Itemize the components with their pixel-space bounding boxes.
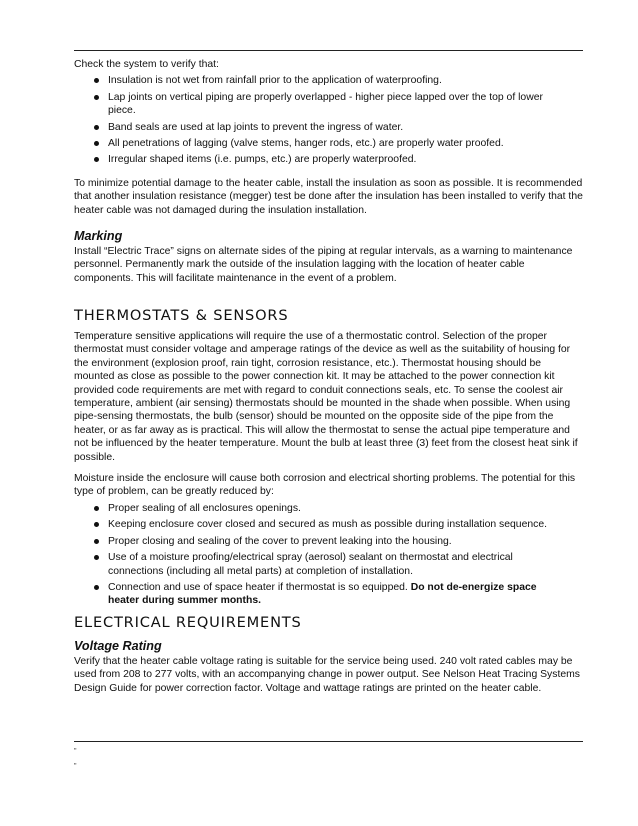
minimize-paragraph-block [74,177,584,217]
list-item: Lap joints on vertical piping are properly overlapped - higher piece lapped over the top of lower piece. [108,91,584,118]
space-heater-text: Connection and use of space heater if thermostat is so equipped. [108,581,411,593]
bottom-rule [74,741,583,742]
list-item: Band seals are used at lap joints to prevent the ingress of water. [108,121,584,134]
verify-intro: Check the system to verify that: [74,59,219,70]
voltage-text: Verify that the heater cable voltage rating is suitable for the service being used. 240 volt rated cables may be used from 208 to 277 volts, with an accompanying change in power output. See Nelson Heat Tracing Systems Design Guide for power correction factor. Voltage and wattage ratings are printed on the heater cable. [74,656,580,694]
minimize-paragraph: To minimize potential damage to the heater cable, install the insulation as soon as possible. It is recommended that another insulation resistance (megger) test be done after the insulation has been installed to verify that the heater cable was not damaged during the insulation installation. [74,178,583,216]
thermostats-paragraph-2: Moisture inside the enclosure will cause both corrosion and electrical shorting problems. The potential for this type of problem, can be greatly reduced by: [74,473,576,498]
list-item: All penetrations of lagging (valve stems, hanger rods, etc.) are properly water proofed. [108,137,584,150]
marking-section [74,228,584,285]
verify-list [74,74,584,166]
footer-mark-2: " [74,763,77,770]
space-heater-warning: Do not de-energize space heater during summer months. [108,581,537,607]
thermostats-heading: THERMOSTATS & SENSORS [74,307,289,324]
list-item: Insulation is not wet from rainfall prior to the application of waterproofing. [108,74,584,87]
list-item: Proper sealing of all enclosures openings. [108,502,584,515]
thermostats-paragraph-1: Temperature sensitive applications will require the use of a thermostatic control. Selection of the proper thermostat must consider voltage and amperage ratings of the device as well as the suitability of housing for the environment (explosion proof, rain tight, corrosion resistance, etc.). Thermostat housing should be mounted as close as possible to the power connection kit. It may be attached to the power connection kit provided code requirements are met with regard to conduit connections seals, etc. To sense the coolest air temperature, ambient (air sensing) thermostats should be mounted in the shade when possible. When using pipe-sensing thermostats, the bulb (sensor) should be mounted on the opposite side of the pipe from the heater, or as far away as is practical. This will allow the thermostat to sense the actual pipe temperature and not be influenced by the heater temperature. Mount the bulb at least three (3) feet from the closest heat sink if possible. [74,331,578,463]
thermostats-section [74,307,584,611]
verify-section [74,58,584,170]
moisture-list [74,502,584,608]
footer-mark-1: " [74,748,77,755]
list-item: Keeping enclosure cover closed and secured as mush as possible during installation sequence. [108,518,584,531]
top-rule [74,50,583,51]
voltage-heading: Voltage Rating [74,639,162,653]
marking-text: Install “Electric Trace” signs on alternate sides of the piping at regular intervals, as a warning to maintenance personnel. Permanently mark the outside of the insulation lagging with the location of heater cable components. This will facilitate maintenance in the event of a problem. [74,246,573,284]
list-item: Proper closing and sealing of the cover to prevent leaking into the housing. [108,535,584,548]
list-item: Use of a moisture proofing/electrical spray (aerosol) sealant on thermostat and electrical connections (including all metal parts) at completion of installation. [108,551,584,578]
list-item: Irregular shaped items (i.e. pumps, etc.) are properly waterproofed. [108,153,584,166]
marking-heading: Marking [74,229,123,243]
electrical-heading: ELECTRICAL REQUIREMENTS [74,614,302,631]
list-item [108,581,584,608]
electrical-section [74,614,584,695]
